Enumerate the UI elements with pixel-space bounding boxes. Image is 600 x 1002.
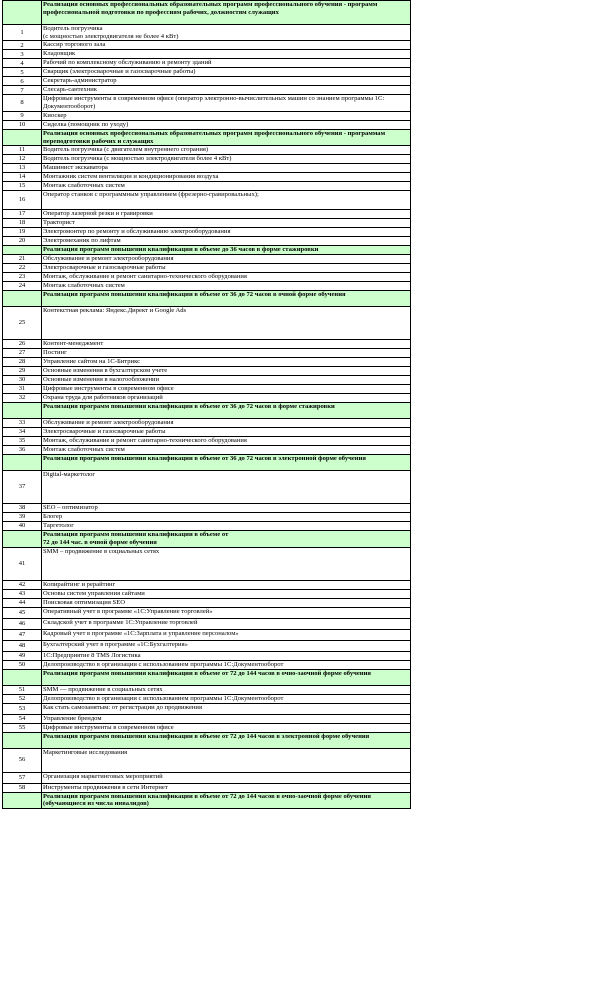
programs-table — [2, 0, 411, 809]
row-number: 39 — [3, 513, 42, 522]
program-name: Инструменты продвижения в сети Интернет — [42, 783, 411, 792]
section-number-cell — [3, 669, 42, 685]
program-name: Оператор лазерной резки и гравировки — [42, 210, 411, 219]
program-name: SMM – продвижение в социальных сетях — [42, 547, 411, 580]
table-row — [3, 547, 411, 580]
section-number-cell — [3, 455, 42, 471]
program-name: 1С:Предприятие 8 TMS Логистика — [42, 651, 411, 660]
row-number: 20 — [3, 237, 42, 246]
section-number-cell — [3, 732, 42, 748]
row-number: 2 — [3, 41, 42, 50]
table-row — [3, 173, 411, 182]
table-row — [3, 164, 411, 173]
table-row — [3, 376, 411, 385]
program-name: Делопроизводство в организации с использованием программы 1С:Документооборот — [42, 660, 411, 669]
table-row — [3, 607, 411, 618]
section-header-row — [3, 291, 411, 307]
table-row — [3, 748, 411, 772]
section-number-cell — [3, 129, 42, 145]
program-name: Цифровые инструменты в современном офисе — [42, 385, 411, 394]
row-number: 41 — [3, 547, 42, 580]
row-number: 15 — [3, 182, 42, 191]
table-row — [3, 651, 411, 660]
program-name: Сварщик (электросварочные и газосварочные работы) — [42, 68, 411, 77]
row-number: 19 — [3, 228, 42, 237]
program-name: Кадровый учет в программе «1С:Зарплата и управление персоналом» — [42, 629, 411, 640]
program-name: Монтаж, обслуживание и ремонт санитарно-технического оборудования — [42, 273, 411, 282]
table-row — [3, 640, 411, 651]
table-row — [3, 25, 411, 41]
row-number: 43 — [3, 589, 42, 598]
section-number-cell — [3, 291, 42, 307]
table-row — [3, 598, 411, 607]
program-name: Электромеханик по лифтам — [42, 237, 411, 246]
program-name: Рабочий по комплексному обслуживанию и ремонту зданий — [42, 59, 411, 68]
row-number: 17 — [3, 210, 42, 219]
program-name: Основные изменения в налогообложении — [42, 376, 411, 385]
program-name: Сиделка (помощник по уходу) — [42, 120, 411, 129]
row-number: 3 — [3, 50, 42, 59]
table-row — [3, 340, 411, 349]
row-number: 38 — [3, 504, 42, 513]
table-row — [3, 446, 411, 455]
section-title: Реализация основных профессиональных образовательных программ профессионального обучения - программам переподготовки рабочих и служащих — [42, 129, 411, 145]
row-number: 31 — [3, 385, 42, 394]
section-title: Реализация программ повышения квалификации в объеме от 72 до 144 часов в очно-заочной форме обучения (обучающиеся из числа инвалидов) — [42, 792, 411, 808]
table-row — [3, 120, 411, 129]
row-number: 56 — [3, 748, 42, 772]
row-number: 28 — [3, 358, 42, 367]
row-number: 18 — [3, 219, 42, 228]
row-number: 49 — [3, 651, 42, 660]
table-row — [3, 723, 411, 732]
program-name: Бухгалтерский учет в программе «1С:Бухгалтерия» — [42, 640, 411, 651]
program-name: Монтаж слаботочных систем — [42, 282, 411, 291]
table-row — [3, 618, 411, 629]
program-name: Киоскер — [42, 111, 411, 120]
table-row — [3, 264, 411, 273]
program-name: Оперативный учет в программе «1С:Управление торговлей» — [42, 607, 411, 618]
program-name: Складской учет в программе 1С:Управление торговлей — [42, 618, 411, 629]
section-title: Реализация программ повышения квалификации в объеме от 72 до 144 час. в очной форме обучения — [42, 531, 411, 547]
table-row — [3, 694, 411, 703]
program-name: Тракторист — [42, 219, 411, 228]
program-name: Электросварочные и газосварочные работы — [42, 264, 411, 273]
table-row — [3, 111, 411, 120]
row-number: 46 — [3, 618, 42, 629]
row-number: 47 — [3, 629, 42, 640]
table-row — [3, 237, 411, 246]
program-name: Машинист экскаватора — [42, 164, 411, 173]
section-title: Реализация программ повышения квалификации в объеме от 36 до 72 часов в электронной форме обучения — [42, 455, 411, 471]
program-name: Поисковая оптимизация SEO — [42, 598, 411, 607]
row-number: 30 — [3, 376, 42, 385]
row-number: 36 — [3, 446, 42, 455]
row-number: 27 — [3, 349, 42, 358]
program-name: Электросварочные и газосварочные работы — [42, 428, 411, 437]
table-row — [3, 273, 411, 282]
section-header-row — [3, 732, 411, 748]
table-row — [3, 95, 411, 111]
table-row — [3, 41, 411, 50]
section-title: Реализация программ повышения квалификации в объеме от 36 до 72 часов в форме стажировки — [42, 403, 411, 419]
table-row — [3, 714, 411, 723]
program-name: Монтаж, обслуживание и ремонт санитарно-технического оборудования — [42, 437, 411, 446]
table-row — [3, 182, 411, 191]
table-row — [3, 155, 411, 164]
row-number: 45 — [3, 607, 42, 618]
row-number: 35 — [3, 437, 42, 446]
table-row — [3, 437, 411, 446]
table-row — [3, 522, 411, 531]
row-number: 14 — [3, 173, 42, 182]
section-header-row — [3, 246, 411, 255]
table-row — [3, 146, 411, 155]
section-header-row — [3, 1, 411, 25]
programs-table-body — [3, 1, 411, 809]
section-header-row — [3, 403, 411, 419]
table-row — [3, 772, 411, 783]
section-number-cell — [3, 246, 42, 255]
table-row — [3, 428, 411, 437]
row-number: 52 — [3, 694, 42, 703]
table-row — [3, 629, 411, 640]
program-name: Digital-маркетолог — [42, 471, 411, 504]
table-row — [3, 580, 411, 589]
program-name: Кассир торгового зала — [42, 41, 411, 50]
row-number: 5 — [3, 68, 42, 77]
program-name: Маркетинговые исследования — [42, 748, 411, 772]
section-header-row — [3, 669, 411, 685]
program-name: Электромонтер по ремонту и обслуживанию электрооборудования — [42, 228, 411, 237]
row-number: 37 — [3, 471, 42, 504]
row-number: 33 — [3, 419, 42, 428]
program-name: Водитель погрузчика (с двигателем внутреннего сгорания) — [42, 146, 411, 155]
row-number: 54 — [3, 714, 42, 723]
row-number: 50 — [3, 660, 42, 669]
section-number-cell — [3, 792, 42, 808]
section-header-row — [3, 129, 411, 145]
section-number-cell — [3, 403, 42, 419]
row-number: 42 — [3, 580, 42, 589]
table-row — [3, 783, 411, 792]
program-name: Слесарь-сантехник — [42, 86, 411, 95]
program-name: Основные изменения в бухгалтерском учете — [42, 367, 411, 376]
table-row — [3, 394, 411, 403]
program-name: Копирайтинг и рерайтинг — [42, 580, 411, 589]
program-name: Таргетолог — [42, 522, 411, 531]
row-number: 22 — [3, 264, 42, 273]
table-row — [3, 282, 411, 291]
program-name: Обслуживание и ремонт электрооборудования — [42, 419, 411, 428]
row-number: 51 — [3, 685, 42, 694]
table-row — [3, 419, 411, 428]
row-number: 11 — [3, 146, 42, 155]
table-row — [3, 589, 411, 598]
section-title: Реализация программ повышения квалификации в объеме до 36 часов в форме стажировки — [42, 246, 411, 255]
row-number: 25 — [3, 307, 42, 340]
program-name: Оператор станков с программным управлением (фрезерно-гравировальных); — [42, 191, 411, 210]
row-number: 58 — [3, 783, 42, 792]
table-row — [3, 367, 411, 376]
section-header-row — [3, 531, 411, 547]
table-row — [3, 307, 411, 340]
table-row — [3, 471, 411, 504]
program-name: Монтажник систем вентиляции и кондиционирования воздуха — [42, 173, 411, 182]
table-row — [3, 68, 411, 77]
row-number: 9 — [3, 111, 42, 120]
table-row — [3, 358, 411, 367]
row-number: 13 — [3, 164, 42, 173]
section-title: Реализация основных профессиональных образовательных программ профессионального обучения - программ профессиональной подготовки по профессиям рабочих, должностям служащих — [42, 1, 411, 25]
program-name: Контент-менеджмент — [42, 340, 411, 349]
program-name: Основы систем управления сайтами — [42, 589, 411, 598]
table-row — [3, 703, 411, 714]
section-title: Реализация программ повышения квалификации в объеме от 36 до 72 часов в очной форме обучения — [42, 291, 411, 307]
table-row — [3, 504, 411, 513]
row-number: 1 — [3, 25, 42, 41]
table-row — [3, 191, 411, 210]
row-number: 40 — [3, 522, 42, 531]
section-title: Реализация программ повышения квалификации в объеме от 72 до 144 часов в электронной форме обучения — [42, 732, 411, 748]
program-name: Цифровые инструменты в современном офисе (оператор электронно-вычислительных машин со знанием программы 1С: Документооборот) — [42, 95, 411, 111]
program-name: Контекстная реклама: Яндекс.Директ и Google Ads — [42, 307, 411, 340]
row-number: 48 — [3, 640, 42, 651]
program-name: Кладовщик — [42, 50, 411, 59]
section-header-row — [3, 792, 411, 808]
row-number: 7 — [3, 86, 42, 95]
row-number: 26 — [3, 340, 42, 349]
section-title: Реализация программ повышения квалификации в объеме от 72 до 144 часов в очно-заочной форме обучения — [42, 669, 411, 685]
program-name: Обслуживание и ремонт электрооборудования — [42, 255, 411, 264]
table-row — [3, 660, 411, 669]
program-name: Водитель погрузчика (с мощностью электродвигателя более 4 кВт) — [42, 155, 411, 164]
program-name: Организация маркетинговых мероприятий — [42, 772, 411, 783]
row-number: 24 — [3, 282, 42, 291]
program-name: Как стать самозанятым: от регистрации до продвижения — [42, 703, 411, 714]
table-row — [3, 255, 411, 264]
row-number: 29 — [3, 367, 42, 376]
program-name: Управление сайтом на 1С-Битрикс — [42, 358, 411, 367]
table-row — [3, 685, 411, 694]
program-name: Постинг — [42, 349, 411, 358]
row-number: 4 — [3, 59, 42, 68]
section-number-cell — [3, 531, 42, 547]
row-number: 55 — [3, 723, 42, 732]
program-name: SMM — продвижение в социальных сетях — [42, 685, 411, 694]
program-name: Делопроизводство в организации с использованием программы 1С:Документооборот — [42, 694, 411, 703]
row-number: 12 — [3, 155, 42, 164]
program-name: SEO – оптимизатор — [42, 504, 411, 513]
program-name: Монтаж слаботочных систем — [42, 182, 411, 191]
program-name: Охрана труда для работников организаций — [42, 394, 411, 403]
table-row — [3, 228, 411, 237]
program-name: Управление брендом — [42, 714, 411, 723]
table-row — [3, 513, 411, 522]
program-name: Цифровые инструменты в современном офисе — [42, 723, 411, 732]
row-number: 44 — [3, 598, 42, 607]
table-row — [3, 385, 411, 394]
program-name: Секретарь-администратор — [42, 77, 411, 86]
program-name: Блогер — [42, 513, 411, 522]
row-number: 53 — [3, 703, 42, 714]
section-number-cell — [3, 1, 42, 25]
row-number: 32 — [3, 394, 42, 403]
table-row — [3, 86, 411, 95]
table-row — [3, 219, 411, 228]
row-number: 34 — [3, 428, 42, 437]
row-number: 23 — [3, 273, 42, 282]
program-name: Монтаж слаботочных систем — [42, 446, 411, 455]
row-number: 16 — [3, 191, 42, 210]
row-number: 10 — [3, 120, 42, 129]
table-row — [3, 50, 411, 59]
table-row — [3, 349, 411, 358]
row-number: 6 — [3, 77, 42, 86]
row-number: 21 — [3, 255, 42, 264]
section-header-row — [3, 455, 411, 471]
table-row — [3, 59, 411, 68]
row-number: 57 — [3, 772, 42, 783]
table-row — [3, 210, 411, 219]
program-name: Водитель погрузчика (с мощностью электродвигателя не более 4 кВт) — [42, 25, 411, 41]
table-row — [3, 77, 411, 86]
row-number: 8 — [3, 95, 42, 111]
